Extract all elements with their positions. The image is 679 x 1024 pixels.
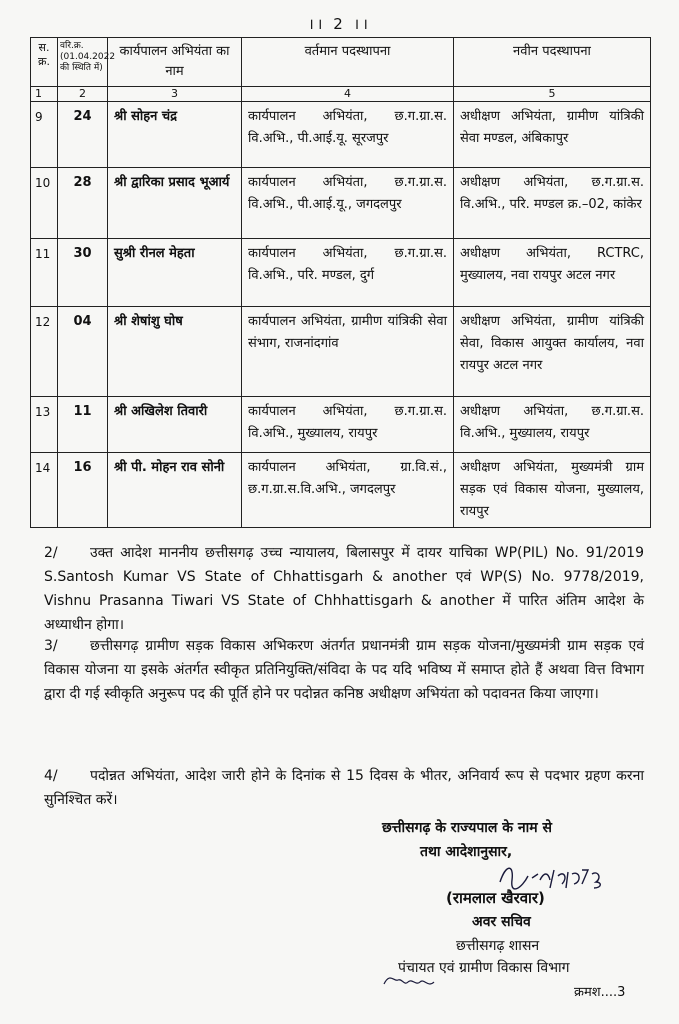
col-num: 3 bbox=[108, 87, 242, 102]
paragraph-number: 2/ bbox=[44, 545, 58, 561]
department-name: पंचायत एवं ग्रामीण विकास विभाग bbox=[398, 960, 570, 976]
page-number: ।। 2 ।। bbox=[308, 15, 371, 33]
row-name: श्री अखिलेश तिवारी bbox=[108, 397, 242, 453]
paragraph-text: उक्त आदेश माननीय छत्तीसगढ़ उच्च न्यायालय, बिलासपुर में दायर याचिका WP(PIL) No. 91/2019 S.Santosh Kumar VS State of Chhattisgarh & another एवं WP(S) No. 9778/2019, Vishnu Prasanna Tiwari VS State of Chhhattisgarh & another में पारित अंतिम आदेश के अध्याधीन होगा। bbox=[44, 545, 644, 633]
row-old-serial: 28 bbox=[58, 168, 108, 239]
row-current-posting: कार्यपालन अभियंता, छ.ग.ग्रा.स. वि.अभि., पी.आई.यू. सूरजपुर bbox=[242, 102, 454, 168]
row-new-posting: अधीक्षण अभियंता, ग्रामीण यांत्रिकी सेवा मण्डल, अंबिकापुर bbox=[454, 102, 651, 168]
row-new-posting: अधीक्षण अभियंता, मुख्यमंत्री ग्राम सड़क एवं विकास योजना, मुख्यालय, रायपुर bbox=[454, 453, 651, 528]
signatory-name: (रामलाल खैरवार) bbox=[446, 889, 545, 907]
paragraph-number: 4/ bbox=[44, 768, 58, 784]
row-current-posting: कार्यपालन अभियंता, छ.ग.ग्रा.स. वि.अभि., मुख्यालय, रायपुर bbox=[242, 397, 454, 453]
row-serial: 14 bbox=[31, 453, 58, 528]
row-name: श्री द्वारिका प्रसाद भूआर्य bbox=[108, 168, 242, 239]
signature-order-line: तथा आदेशानुसार, bbox=[420, 844, 513, 860]
row-name: श्री शेषांशु घोष bbox=[108, 307, 242, 397]
row-name: श्री पी. मोहन राव सोनी bbox=[108, 453, 242, 528]
paragraph-text: छत्तीसगढ़ ग्रामीण सड़क विकास अभिकरण अंतर्गत प्रधानमंत्री ग्राम सड़क योजना/मुख्यमंत्री ग्राम सड़क एवं विकास योजना या इसके अंतर्गत स्वीकृत प्रतिनियुक्ति/संविदा के पद यदि भविष्य में समाप्त होते हैं अथवा वित्त विभाग द्वारा दी गई स्वीकृति अनुरूप पद की पूर्ति होने पर पदोन्नत कनिष्ठ अधीक्षण अभियंता को पदावनत किया जाएगा। bbox=[44, 638, 644, 702]
row-new-posting: अधीक्षण अभियंता, RCTRC, मुख्यालय, नवा रायपुर अटल नगर bbox=[454, 239, 651, 307]
table-header-row bbox=[31, 38, 651, 87]
row-serial: 12 bbox=[31, 307, 58, 397]
continuation-note: क्रमश....3 bbox=[574, 985, 626, 1000]
row-serial: 11 bbox=[31, 239, 58, 307]
signatory-designation: अवर सचिव bbox=[472, 914, 531, 930]
paragraph-text: पदोन्नत अभियंता, आदेश जारी होने के दिनांक से 15 दिवस के भीतर, अनिवार्य रूप से पदभार ग्रहण करना सुनिश्चित करें। bbox=[44, 768, 644, 808]
table-row bbox=[31, 397, 651, 453]
row-old-serial: 30 bbox=[58, 239, 108, 307]
header-name: कार्यपालन अभियंता का नाम bbox=[108, 38, 242, 87]
row-current-posting: कार्यपालन अभियंता, छ.ग.ग्रा.स. वि.अभि., पी.आई.यू., जगदलपुर bbox=[242, 168, 454, 239]
paragraph-3 bbox=[44, 634, 644, 706]
row-old-serial: 04 bbox=[58, 307, 108, 397]
header-current: वर्तमान पदस्थापना bbox=[242, 38, 454, 87]
handwritten-initials bbox=[380, 968, 450, 990]
col-num: 1 bbox=[31, 87, 58, 102]
col-num: 4 bbox=[242, 87, 454, 102]
header-new: नवीन पदस्थापना bbox=[454, 38, 651, 87]
row-name: श्री सोहन चंद्र bbox=[108, 102, 242, 168]
row-old-serial: 24 bbox=[58, 102, 108, 168]
paragraph-number: 3/ bbox=[44, 638, 58, 654]
table-row bbox=[31, 453, 651, 528]
row-current-posting: कार्यपालन अभियंता, छ.ग.ग्रा.स. वि.अभि., परि. मण्डल, दुर्ग bbox=[242, 239, 454, 307]
header-old-serial: वरि.क्र. (01.04.2022 की स्थिति में) bbox=[58, 38, 108, 87]
row-new-posting: अधीक्षण अभियंता, छ.ग.ग्रा.स. वि.अभि., परि. मण्डल क्र.–02, कांकेर bbox=[454, 168, 651, 239]
table-row bbox=[31, 239, 651, 307]
row-serial: 10 bbox=[31, 168, 58, 239]
signature-authority-line: छत्तीसगढ़ के राज्यपाल के नाम से bbox=[382, 820, 552, 836]
table-row bbox=[31, 168, 651, 239]
column-number-row bbox=[31, 87, 651, 102]
paragraph-2 bbox=[44, 541, 644, 637]
row-new-posting: अधीक्षण अभियंता, ग्रामीण यांत्रिकी सेवा, विकास आयुक्त कार्यालय, नवा रायपुर अटल नगर bbox=[454, 307, 651, 397]
table-row bbox=[31, 102, 651, 168]
row-current-posting: कार्यपालन अभियंता, ग्रामीण यांत्रिकी सेवा संभाग, राजनांदगांव bbox=[242, 307, 454, 397]
row-serial: 9 bbox=[31, 102, 58, 168]
row-new-posting: अधीक्षण अभियंता, छ.ग.ग्रा.स. वि.अभि., मुख्यालय, रायपुर bbox=[454, 397, 651, 453]
col-num: 5 bbox=[454, 87, 651, 102]
row-name: सुश्री रीनल मेहता bbox=[108, 239, 242, 307]
paragraph-4 bbox=[44, 764, 644, 812]
header-serial: स. क्र. bbox=[31, 38, 58, 87]
row-serial: 13 bbox=[31, 397, 58, 453]
posting-table bbox=[30, 37, 651, 528]
row-current-posting: कार्यपालन अभियंता, ग्रा.वि.सं., छ.ग.ग्रा.स.वि.अभि., जगदलपुर bbox=[242, 453, 454, 528]
table-row bbox=[31, 307, 651, 397]
col-num: 2 bbox=[58, 87, 108, 102]
government-name: छत्तीसगढ़ शासन bbox=[456, 938, 540, 954]
row-old-serial: 11 bbox=[58, 397, 108, 453]
row-old-serial: 16 bbox=[58, 453, 108, 528]
